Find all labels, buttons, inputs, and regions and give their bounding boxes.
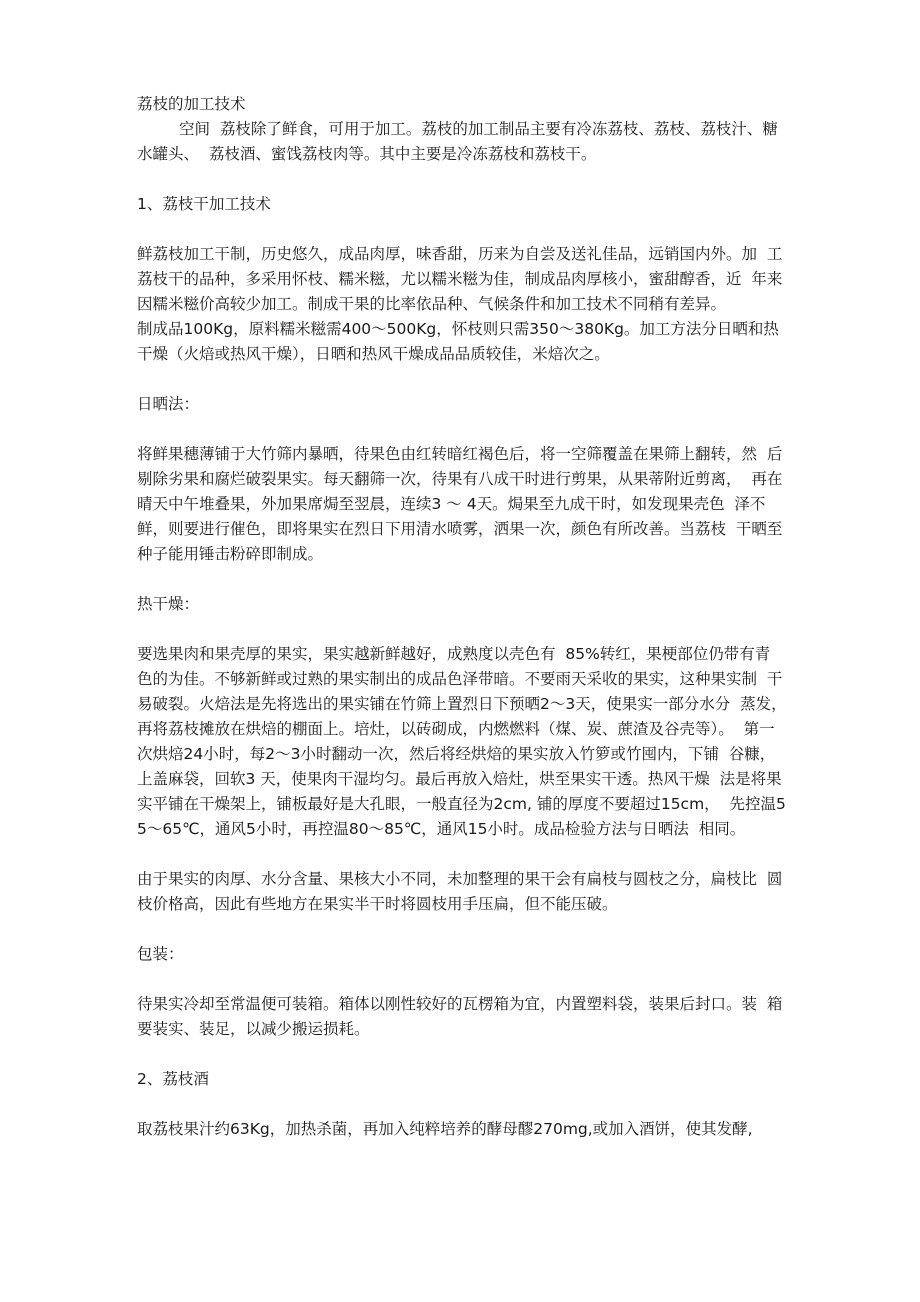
packaging-paragraph: 待果实冷却至常温便可装箱。箱体以刚性较好的瓦楞箱为宜，内置塑料袋，装果后封口。装 箱要装实、装足，以减少搬运损耗。 [137,995,783,1038]
section-1-paragraph-1: 鲜荔枝加工干制，历史悠久，成品肉厚，味香甜，历来为自尝及送礼佳品，远销国内外。加 工荔枝干的品种，多采用怀枝、糯米糍，尤以糯米糍为佳，制成品肉厚核小，蜜甜醇香，近 年来因糯米糍价高较少加工。制成干果的比率依品种、气候条件和加工技术不同稍有差异。 [137,245,783,313]
sun-drying-heading: 日晒法： [137,395,200,413]
section-1-heading: 1、荔枝干加工技术 [137,195,271,213]
section-1-paragraph-3: 由于果实的肉厚、水分含量、果核大小不同，未加整理的果干会有扁枝与圆枝之分，扁枝比 圆枝价格高，因此有些地方在果实半干时将圆枝用手压扁，但不能压破。 [137,870,783,913]
heat-drying-heading: 热干燥： [137,595,200,613]
intro-paragraph: 空间 荔枝除了鲜食，可用于加工。荔枝的加工制品主要有冷冻荔枝、荔枝、荔枝汁、糖水罐头、 荔枝酒、蜜饯荔枝肉等。其中主要是冷冻荔枝和荔枝干。 [137,120,778,163]
section-2-heading: 2、荔枝酒 [137,1070,209,1088]
sun-drying-paragraph: 将鲜果穗薄铺于大竹筛内暴晒，待果色由红转暗红褐色后，将一空筛覆盖在果筛上翻转，然 后剔除劣果和腐烂破裂果实。每天翻筛一次，待果有八成干时进行剪果，从果蒂附近剪离， 再在晴天中午堆叠果，外加果席焗至翌晨，连续3 ～ 4天。焗果至九成干时，如发现果壳色 泽不鲜，则要进行催色，即将果实在烈日下用清水喷雾，洒果一次，颜色有所改善。当荔枝 干晒至种子能用锤击粉碎即制成。 [137,445,783,563]
packaging-heading: 包装： [137,945,184,963]
heat-drying-paragraph: 要选果肉和果壳厚的果实，果实越新鲜越好，成熟度以壳色有 85%转红，果梗部位仍带有青 色的为佳。不够新鲜或过熟的果实制出的成品色泽带暗。不要雨天采收的果实，这种果实制 干易破裂。火焙法是先将选出的果实铺在竹筛上置烈日下预晒2～3天，使果实一部分水分 蒸发，再将荔枝摊放在烘焙的棚面上。培灶，以砖砌成，内燃燃料（煤、炭、蔗渣及谷壳等）。 第一次烘焙24小时，每2～3小时翻动一次，然后将经烘焙的果实放入竹箩或竹囤内，下铺 谷糠，上盖麻袋，回软3 天，使果肉干湿均匀。最后再放入焙灶，烘至果实干透。热风干燥 法是将果实平铺在干燥架上，铺板最好是大孔眼，一般直径为2cm, 铺的厚度不要超过15cm， 先控温55～65℃，通风5小时，再控温80～85℃，通风15小时。成品检验方法与日晒法 相同。 [137,645,787,838]
document-page [137,92,787,1142]
document-title: 荔枝的加工技术 [137,95,246,113]
section-2-paragraph-1: 取荔枝果汁约63Kg，加热杀菌，再加入纯粹培养的酵母醪270mg,或加入酒饼，使其发酵, [137,1120,753,1138]
section-1-paragraph-2: 制成品100Kg，原料糯米糍需400～500Kg，怀枝则只需350～380Kg。加工方法分日晒和热 干燥（火焙或热风干燥），日晒和热风干燥成品品质较佳，米焙次之。 [137,320,789,363]
